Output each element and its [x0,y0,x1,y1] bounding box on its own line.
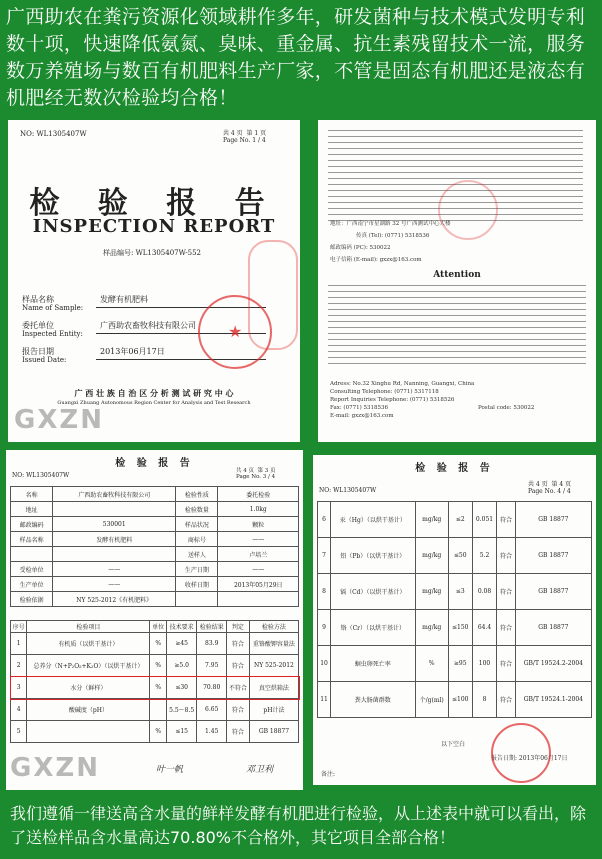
table-cell: 生产单位 [11,577,53,592]
table-cell: ≥45 [166,633,197,655]
table-cell: mg/kg [415,610,448,646]
table-row [318,502,592,538]
table-cell: 7 [318,538,331,574]
table-cell: 蛔虫卵死亡率 [331,646,416,682]
table-cell: GB 18877 [515,538,591,574]
page3-number: NO: WL1305407W [12,472,70,479]
table-cell: ≤100 [448,682,472,718]
page3-page: 共 4 页 第 3 页 Page No. 3 / 4 [236,468,276,480]
table-cell: 符合 [497,646,515,682]
entity-label: 委托单位 [22,321,54,330]
table-cell: 9 [318,610,331,646]
table-cell: 受检单位 [11,562,53,577]
table-cell: 符合 [226,655,249,677]
table-cell: % [150,677,166,699]
table-cell: 83.9 [197,633,226,655]
table-cell: 检验依据 [11,592,53,607]
table-cell: 委托检验 [218,487,299,502]
table-header-row [11,621,299,633]
table-cell: 铅（Pb）（以烘干基计） [331,538,416,574]
table-row [318,574,592,610]
table-cell: 颗粒 [218,517,299,532]
table-cell: pH计法 [249,699,298,721]
table-cell: 送样人 [176,547,218,562]
table-cell: 8 [318,574,331,610]
table-cell: 2 [11,655,27,677]
table-cell: % [150,655,166,677]
institute-name-cn: 广 西 壮 族 自 治 区 分 析 测 试 研 究 中 心 [74,388,234,398]
table-cell: —— [53,562,176,577]
table-cell: 1 [11,633,27,655]
outro-text: 我们遵循一律送高含水量的鲜样发酵有机肥进行检验，从上述表中就可以看出，除了送检样品含水量高达70.80%不合格外，其它项目全部合格！ [0,796,602,859]
table-cell: —— [218,532,299,547]
table-cell: 样品名称 [11,532,53,547]
institute-name-en: Guangxi Zhuang Autonomous Region Center for Analysis and Test Research [57,400,251,406]
table-row [318,610,592,646]
table-cell: ≤50 [448,538,472,574]
table-cell: 5 [11,721,27,743]
table-cell: 粪大肠菌群数 [331,682,416,718]
address-cn: 地址：广西南宁市星湖路 32 号广西测试中心大楼 [330,221,451,227]
table-cell: % [150,633,166,655]
postal-en: Postal code: 530022 [478,405,535,411]
table-cell: 0.08 [472,574,497,610]
table-cell: 真空烘箱法 [249,677,298,699]
table-cell: ≤2 [448,502,472,538]
table-row [11,562,299,577]
table-row [11,677,299,699]
table-cell: 5.2 [472,538,497,574]
table-cell: —— [53,577,176,592]
en-notes-lines [328,285,586,369]
sample-label-en: Name of Sample: [22,304,84,312]
table-cell: 11 [318,682,331,718]
table-row [11,517,299,532]
table-cell: 商标号 [176,532,218,547]
table-cell: 总养分（N+P₂O₅+K₂O）（以烘干基计） [27,655,150,677]
table-row [11,487,299,502]
table-cell: 个/g(ml) [415,682,448,718]
consult-phone: Consulting Telephone: (0771) 5317118 [330,389,439,395]
page4-title: 检 验 报 告 [415,463,494,474]
date-label: 报告日期 [22,347,54,356]
table-cell [150,699,166,721]
table-cell: ≤150 [448,610,472,646]
table-cell: 卢培兰 [218,547,299,562]
table-cell: —— [218,562,299,577]
signature-1: 叶一帆 [156,765,184,775]
table-cell: 汞（Hg）（以烘干基计） [331,502,416,538]
entity-label-en: Inspected Entity: [22,330,83,338]
table-cell: 1.45 [197,721,226,743]
table-cell: % [150,721,166,743]
address-en: Adress: No.32 Xinghu Rd, Nanning, Guangxi, China [330,381,475,387]
table-cell: 3 [11,677,27,699]
table-cell: GB 18877 [515,610,591,646]
table-header-cell: 判定 [226,621,249,633]
table-cell: 7.95 [197,655,226,677]
table-cell: GB 18877 [515,574,591,610]
fax-cn: 传真 (Tel): (0771) 5318536 [356,233,430,239]
table-cell: GB/T 19524.1-2004 [515,682,591,718]
table-cell: 有机质（以烘干基计） [27,633,150,655]
table-cell: 名称 [11,487,53,502]
heavy-metal-table [317,501,592,718]
table-header-cell: 检验结果 [197,621,226,633]
report-page3-image [6,450,303,790]
watermark-logo: GXZN [14,405,104,435]
page4-report-date: 报告日期: 2013年06月17日 [491,755,568,762]
report-page4-image [313,455,596,785]
attention-heading: Attention [433,270,481,280]
table-cell: mg/kg [415,574,448,610]
table-cell: GB 18877 [515,502,591,538]
table-cell: ≥5.0 [166,655,197,677]
table-row [11,633,299,655]
table-cell: 发酵有机肥料 [53,532,176,547]
table-cell: GB 18877 [249,721,298,743]
table-row [11,655,299,677]
signature-2: 邓卫利 [246,765,274,775]
table-cell: 符合 [226,633,249,655]
table-cell: 100 [472,646,497,682]
table-cell: 5.5～8.5 [166,699,197,721]
table-cell: 符合 [497,574,515,610]
table-row [11,699,299,721]
red-seal-stamp [491,723,551,783]
table-cell: 不符合 [226,677,249,699]
table-header-cell: 单位 [150,621,166,633]
date-value: 2013年06月17日 [100,347,165,356]
faint-seal-stamp [438,180,498,240]
table-cell [176,592,218,607]
table-cell: ≤15 [166,721,197,743]
table-cell: 1.0kg [218,502,299,517]
report-notes-image [318,120,596,442]
table-cell: 符合 [497,682,515,718]
table-cell: 2013年05月29日 [218,577,299,592]
table-cell: 检验性质 [176,487,218,502]
table-cell: GB/T 19524.2-2004 [515,646,591,682]
table-cell: 符合 [226,699,249,721]
watermark-logo: GXZN [10,753,100,783]
table-cell: 70.80 [197,677,226,699]
table-cell: mg/kg [415,502,448,538]
table-header-cell: 序号 [11,621,27,633]
cover-title-en: INSPECTION REPORT [32,216,276,237]
table-cell: 邮政编码 [11,517,53,532]
table-cell: 符合 [226,721,249,743]
fax-en: Fax: (0771) 5318536 [330,405,388,411]
page4-remark: 备注: [321,771,336,778]
table-row [318,646,592,682]
table-cell: NY 525-2012《有机肥料》 [53,592,176,607]
report-cover-image [8,120,300,442]
page3-title: 检 验 报 告 [115,458,194,469]
table-cell: NY 525-2012 [249,655,298,677]
page-number: 共 4 页 第 1 页 Page No. 1 / 4 [223,130,267,144]
seam-seal-stamp [248,240,298,350]
table-cell: 64.4 [472,610,497,646]
table-cell: 镉（Cd）（以烘干基计） [331,574,416,610]
entity-value: 广西助农畜牧科技有限公司 [100,321,196,330]
table-cell: mg/kg [415,538,448,574]
postcode-cn: 邮政编码 (PC): 530022 [330,245,391,251]
table-row [11,532,299,547]
intro-text: 广西助农在粪污资源化领域耕作多年，研发菌种与技术模式发明专利数十项，快速降低氨氮、臭味、重金属、抗生素残留技术一流，服务数万养殖场与数百有机肥料生产厂家，不管是固态有机肥还是液态有机肥经无数次检验均合格！ [0,0,602,113]
table-cell: 6 [318,502,331,538]
table-cell: 4 [11,699,27,721]
table-cell: 符合 [497,538,515,574]
cover-title-cn: 检 验 报 告 [29,186,279,221]
sample-label: 样品名称 [22,295,54,304]
table-cell: 酸碱度（pH） [27,699,150,721]
table-cell: 符合 [497,610,515,646]
table-cell: % [415,646,448,682]
table-row [318,538,592,574]
report-number: NO: WL1305407W [20,130,87,138]
table-cell: ≤3 [448,574,472,610]
table-cell [53,547,176,562]
table-row [11,721,299,743]
table-row [11,577,299,592]
table-cell: 地址 [11,502,53,517]
table-cell: 生产日期 [176,562,218,577]
results-table [10,620,299,743]
email-en: E-mail: gxzx@163.com [330,413,394,419]
table-cell [53,502,176,517]
table-cell [218,592,299,607]
table-header-cell: 检验方法 [249,621,298,633]
table-header-cell: 检验项目 [27,621,150,633]
table-cell: 检验数量 [176,502,218,517]
inquiry-phone: Report Inquiries Telephone: (0771) 5318526 [330,397,455,403]
table-cell: 530001 [53,517,176,532]
table-cell: 8 [472,682,497,718]
sample-info-table [10,486,299,607]
table-row [11,592,299,607]
table-row [318,682,592,718]
date-label-en: Issued Date: [22,356,67,364]
table-cell: 符合 [497,502,515,538]
table-cell: 收样日期 [176,577,218,592]
table-header-cell: 技术要求 [166,621,197,633]
page4-number: NO: WL1305407W [319,487,377,494]
email-cn: 电子信箱 (E-mail): gxzx@163.com [330,257,422,263]
table-cell: 重铬酸钾容量法 [249,633,298,655]
table-row [11,502,299,517]
sample-number: 样品编号: WL1305407W-552 [103,249,202,257]
sample-value: 发酵有机肥料 [100,295,148,304]
seal-star-icon: ★ [228,322,243,341]
table-cell [27,721,150,743]
table-cell: 10 [318,646,331,682]
table-cell: 6.65 [197,699,226,721]
table-cell: 0.051 [472,502,497,538]
table-cell: 铬（Cr）（以烘干基计） [331,610,416,646]
table-cell: ≥95 [448,646,472,682]
blank-below: 以下空白 [441,741,466,748]
table-cell [11,547,53,562]
table-cell: 广西助农畜牧科技有限公司 [53,487,176,502]
page4-page: 共 4 页 第 4 页 Page No. 4 / 4 [528,481,572,495]
table-cell: ≤30 [166,677,197,699]
table-row [11,547,299,562]
table-cell: 水分（鲜样） [27,677,150,699]
table-cell: 样品状况 [176,517,218,532]
